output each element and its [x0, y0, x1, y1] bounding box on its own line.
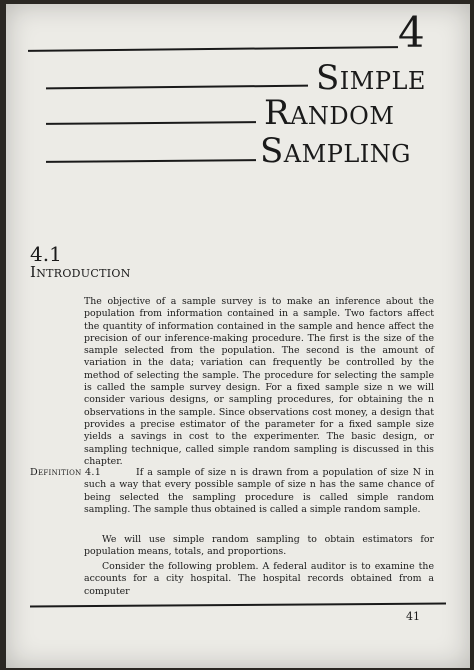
after-definition-paragraph: We will use simple random sampling to obtain estimators for population means, totals, and proportions.	[84, 534, 434, 558]
title-rule-2	[46, 121, 256, 124]
section-title: Introduction	[30, 263, 131, 281]
chapter-title-line-1: Simple	[316, 58, 426, 98]
page-number: 41	[406, 610, 420, 623]
title-rule-3	[46, 159, 256, 162]
definition-label: Definition 4.1	[30, 467, 102, 478]
chapter-number: 4	[398, 8, 425, 57]
definition-text: If a sample of size n is drawn from a population of size N in such a way that every possible sample of size n has the same chance of being selected the sampling procedure is called simple random sampling. The sample thus obtained is called a simple random sample.	[84, 467, 434, 515]
problem-paragraph: Consider the following problem. A federal auditor is to examine the accounts for a city hospital. The hospital records obtained from a computer	[84, 561, 434, 597]
chapter-title-line-2: Random	[264, 93, 395, 133]
chapter-title-line-3: Sampling	[260, 131, 411, 171]
book-page	[6, 4, 470, 668]
section-number: 4.1	[30, 242, 62, 266]
title-rule-1	[46, 85, 308, 89]
title-rule-top	[28, 46, 398, 51]
footer-rule	[30, 603, 446, 607]
intro-paragraph: The objective of a sample survey is to make an inference about the population from information contained in a sample. Two factors affect the quantity of information contained in the sample and hence affect the precision of our inference-making procedure. The first is the size of the sample selected from the population. The second is the amount of variation in the data; variation can frequently be controlled by the method of selecting the sample. The procedure for selecting the sample is called the sample survey design. For a fixed sample size n we will consider various designs, or sampling procedures, for obtaining the n observations in the sample. Since observations cost money, a design that provides a precise estimator of the parameter for a fixed sample size yields a savings in cost to the experimenter. The basic design, or sampling technique, called simple random sampling is discussed in this chapter.	[84, 296, 434, 467]
